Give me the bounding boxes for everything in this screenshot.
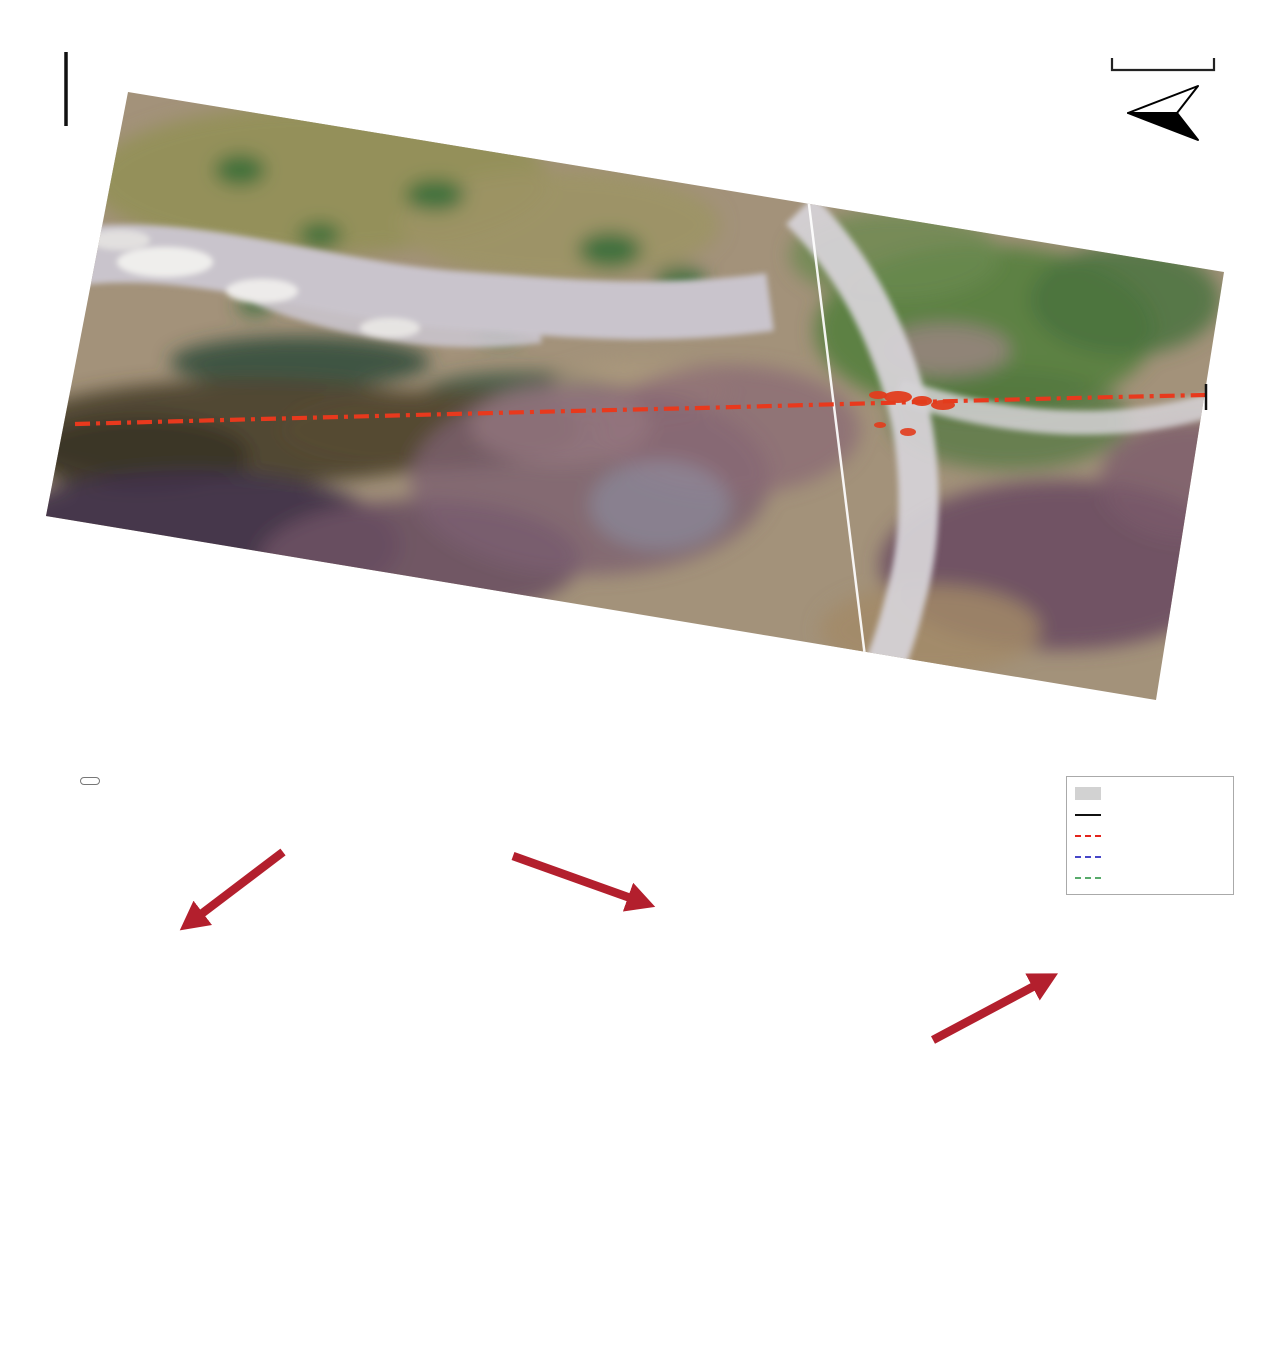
sagaing-right-arrow — [513, 856, 636, 900]
north-arrow-icon — [1128, 86, 1198, 140]
sagaing-left-arrow — [196, 852, 283, 918]
annotation-arrows — [196, 852, 1040, 1040]
meiktila-arrow — [933, 983, 1040, 1040]
satellite-map — [0, 60, 1266, 720]
map-scalebar-bracket — [1112, 58, 1214, 70]
